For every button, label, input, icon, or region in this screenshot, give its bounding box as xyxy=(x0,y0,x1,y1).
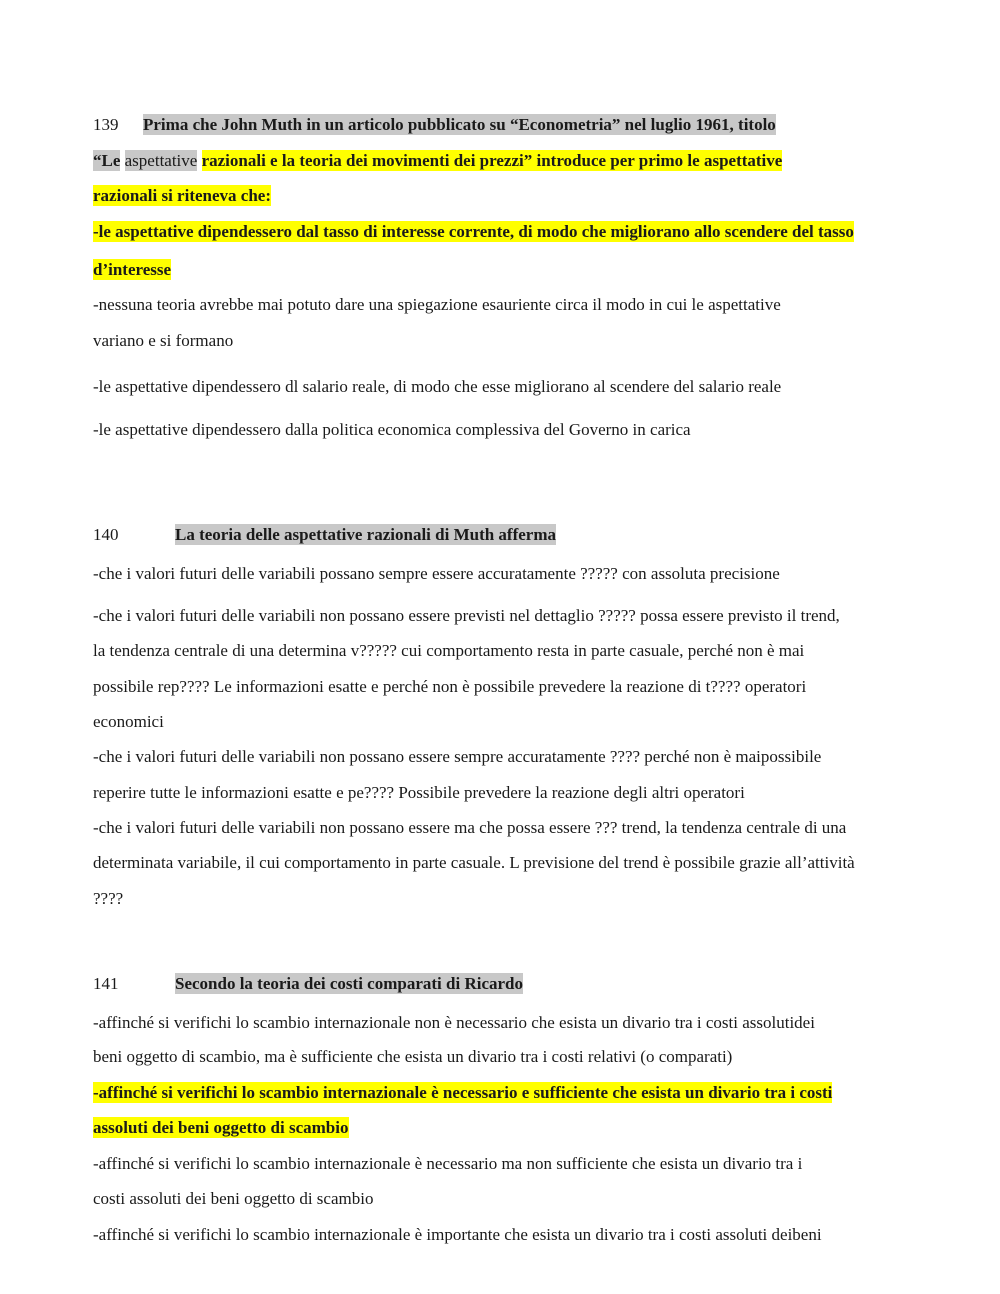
answer-option: -che i valori futuri delle variabili non possano essere previsti nel dettaglio ????? possa essere previsto il trend, xyxy=(93,606,840,625)
answer-option: beni oggetto di scambio, ma è sufficiente che esista un divario tra i costi relativi (o comparati) xyxy=(93,1047,733,1066)
answer-option: -che i valori futuri delle variabili non possano essere sempre accuratamente ???? perché non è maipossibile xyxy=(93,747,822,766)
question-number: 141 xyxy=(93,974,119,993)
answer-option: ???? xyxy=(93,889,124,908)
question-139-line-3 xyxy=(93,185,271,207)
question-139-line-1 xyxy=(93,114,776,136)
answer-option: reperire tutte le informazioni esatte e pe???? Possibile prevedere la reazione degli altri operatori xyxy=(93,783,745,802)
question-number: 140 xyxy=(93,525,119,544)
answer-option: -che i valori futuri delle variabili possano sempre essere accuratamente ????? con assoluta precisione xyxy=(93,564,780,583)
answer-option: -nessuna teoria avrebbe mai potuto dare una spiegazione esauriente circa il modo in cui le aspettative xyxy=(93,295,781,314)
question-text: La teoria delle aspettative razionali di Muth afferma xyxy=(175,525,557,544)
question-text: razionali e la teoria dei movimenti dei prezzi” introduce per primo le aspettative xyxy=(201,151,783,170)
answer-option: -le aspettative dipendessero dalla politica economica complessiva del Governo in carica xyxy=(93,420,691,439)
answer-option: determinata variabile, il cui comportamento in parte casuale. L previsione del trend è possibile grazie all’attività xyxy=(93,853,855,872)
answer-option: -le aspettative dipendessero dl salario reale, di modo che esse migliorano al scendere del salario reale xyxy=(93,377,782,396)
question-number: 139 xyxy=(93,115,119,134)
answer-option-highlighted: assoluti dei beni oggetto di scambio xyxy=(93,1118,349,1137)
question-141-line-1 xyxy=(93,973,523,995)
answer-option: la tendenza centrale di una determina v????? cui comportamento resta in parte casuale, perché non è mai xyxy=(93,641,805,660)
question-text: razionali si riteneva che: xyxy=(93,186,271,205)
answer-option: possibile rep???? Le informazioni esatte e perché non è possibile prevedere la reazione di t???? operatori xyxy=(93,677,807,696)
answer-option-highlighted: d’interesse xyxy=(93,260,172,279)
question-text: Prima che John Muth in un articolo pubblicato su “Econometria” nel luglio 1961, titolo xyxy=(143,115,776,134)
answer-option: variano e si formano xyxy=(93,331,234,350)
question-139-line-2 xyxy=(93,150,782,172)
answer-option-highlighted: -affinché si verifichi lo scambio internazionale è necessario e sufficiente che esista un divario tra i costi xyxy=(93,1083,833,1102)
question-text: aspettative xyxy=(124,151,198,170)
question-140-line-1 xyxy=(93,524,556,546)
question-text: “Le xyxy=(93,151,121,170)
answer-option: -affinché si verifichi lo scambio internazionale è necessario ma non sufficiente che esista un divario tra i xyxy=(93,1154,803,1173)
answer-option: economici xyxy=(93,712,164,731)
question-text: Secondo la teoria dei costi comparati di Ricardo xyxy=(175,974,523,993)
answer-option-highlighted: -le aspettative dipendessero dal tasso di interesse corrente, di modo che migliorano allo scendere del tasso xyxy=(93,222,854,241)
answer-option: -affinché si verifichi lo scambio internazionale non è necessario che esista un divario tra i costi assolutidei xyxy=(93,1013,815,1032)
answer-option: costi assoluti dei beni oggetto di scambio xyxy=(93,1189,374,1208)
answer-option: -che i valori futuri delle variabili non possano essere ma che possa essere ??? trend, la tendenza centrale di una xyxy=(93,818,847,837)
answer-option: -affinché si verifichi lo scambio internazionale è importante che esista un divario tra i costi assoluti deibeni xyxy=(93,1225,822,1244)
